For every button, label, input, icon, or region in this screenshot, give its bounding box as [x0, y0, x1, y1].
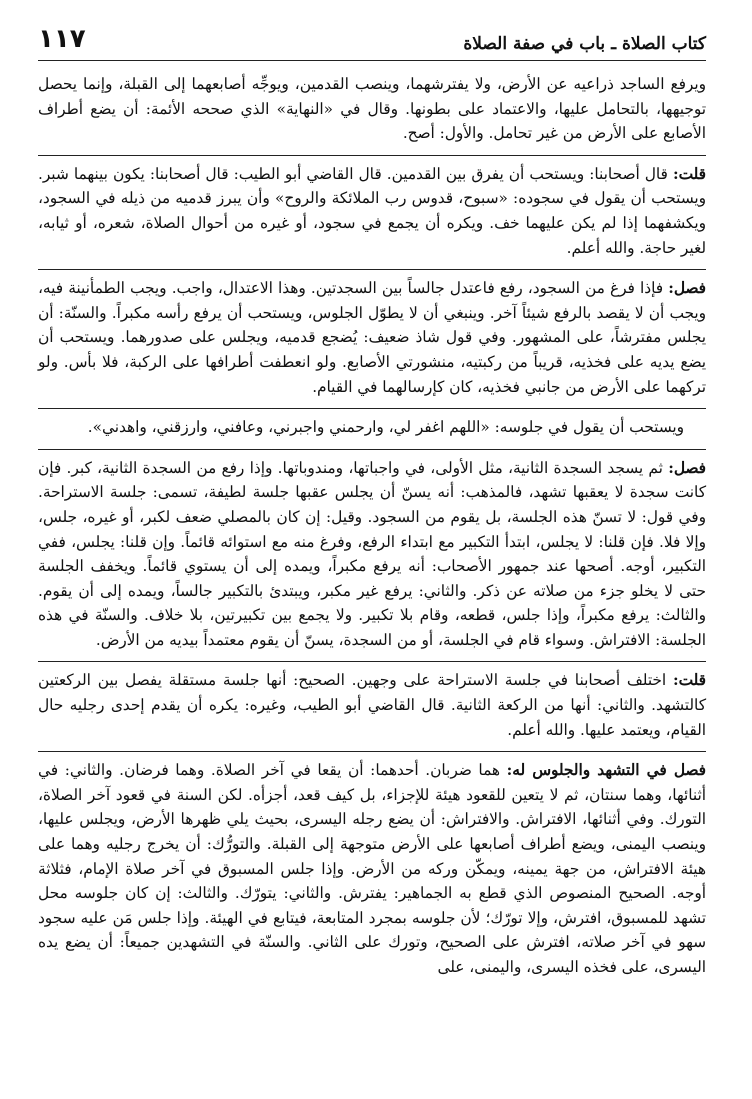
header-rule: [38, 60, 706, 61]
paragraph: [38, 456, 706, 653]
paragraph-text: ويستحب أن يقول في جلوسه: «اللهم اغفر لي، وارحمني واجبرني، وعافني، وارزقني، واهدني».: [87, 418, 684, 437]
paragraph-text: هما ضربان. أحدهما: أن يقعا في آخر الصلاة. وهما فرضان. والثاني: في أثنائها، وهما سنتان، ثم لا يتعين للقعود هيئة للإجزاء، بل كيف قعد، أجزأه. لكن السنة في قعود آخر الصلاة، التورك. وفي أثنائها، الافتراش. والافتراش: أن يضع رجله اليسرى، بحيث يلي ظهرها الأرض، ويجلس عليها، وينصب اليمنى، ويضع أطراف أصابعها على الأرض متوجهة إلى القبلة. والتورُّك: أن يخرج رجليه وهما على هيئة الافتراش، من جهة يمينه، ويمكّن وركه من الأرض. وإذا جلس المسبوق في آخر صلاة الإمام، فثلاثة أوجه. الصحيح المنصوص الذي قطع به الجماهير: يفترش. والثاني: يتورّك. والثالث: إن كان جلوسه محل تشهد للمسبوق، افترش، وإلا تورّك؛ لأن جلوسه بمجرد المتابعة، فيتابع في الهيئة. وإذا جلس مَن عليه سجود سهو في آخر صلاته، افترش على الصحيح، وتورك على الثاني. والسنّة في التشهدين جميعاً: أن يضع يده اليسرى، على فخذه اليسرى، واليمنى، على: [38, 761, 706, 976]
paragraph-lead: فصل:: [668, 458, 706, 477]
section-rule: [38, 269, 706, 270]
paragraph-lead: قلت:: [672, 164, 706, 183]
paragraph-text: ويرفع الساجد ذراعيه عن الأرض، ولا يفترشهما، وينصب القدمين، ويوجِّه أصابعهما إلى القبلة، وإنما يحصل توجيهها، بالتحامل عليها، والاعتماد على بطونها. وقال في «النهاية» الذي صححه الأئمة: أن يضع أطراف الأصابع على الأرض من غير تحامل. والأول: أصح.: [38, 75, 706, 143]
paragraph: [38, 758, 706, 979]
paragraph: [38, 276, 706, 399]
running-head: [38, 24, 706, 54]
paragraph-text: قال أصحابنا: ويستحب أن يفرق بين القدمين. قال القاضي أبو الطيب: قال أصحابنا: يكون بينهما شبر. ويستحب أن يقول في سجوده: «سبوح، قدوس رب الملائكة والروح» وأن يبرز قدميه من ذيله في السجود، ويكشفهما إذا لم يكن عليهما خف. ويكره أن يجمع في سجود، أو غيره من أحوال الصلاة، شعره، أو ثيابه، لغير حاجة. والله أعلم.: [38, 164, 706, 257]
paragraph: [38, 72, 706, 146]
section-rule: [38, 449, 706, 450]
page-number: ١١٧: [38, 24, 86, 54]
section-rule: [38, 661, 706, 662]
section-rule: [38, 408, 706, 409]
section-rule: [38, 155, 706, 156]
paragraph-lead: فصل في التشهد والجلوس له:: [506, 761, 706, 780]
running-title: كتاب الصلاة ـ باب في صفة الصلاة: [463, 34, 706, 54]
page-body: [38, 72, 706, 989]
section-rule: [38, 751, 706, 752]
paragraph-lead: فصل:: [668, 279, 706, 298]
paragraph: [38, 668, 706, 742]
paragraph-lead: قلت:: [672, 671, 706, 690]
paragraph-text: فإذا فرغ من السجود، رفع فاعتدل جالساً بين السجدتين. وهذا الاعتدال، واجب. ويجب الطمأنينة فيه، ويجب أن لا يقصد بالرفع شيئاً آخر. وينبغي أن لا يطوّل الجلوس، ويستحب أن يرفع رأسه مكبراً. والسنّة: أن يجلس مفترشاً، على المشهور. وفي قول شاذ ضعيف: يُضجع قدميه، ويجلس على صدورهما. ويستحب أن يضع يديه على فخذيه، قريباً من ركبتيه، منشورتي الأصابع. ولو انعطفت أطرافها على الركبة، فلا بأس. ولو تركهما على الأرض من جانبي فخذيه، كان كإرسالهما في القيام.: [38, 279, 706, 396]
paragraph: [38, 162, 706, 260]
paragraph-text: ثم يسجد السجدة الثانية، مثل الأولى، في واجباتها، ومندوباتها. وإذا رفع من السجدة الثانية، كبر. فإن كانت سجدة لا يعقبها تشهد، فالمذهب: أنه يسنّ أن يجلس عقبها جلسة لطيفة، تسمى: جلسة الاستراحة. وفي قول: لا تسنّ هذه الجلسة، بل يقوم من السجود. وقيل: إن كان بالمصلي ضعف لكبر، أو غيره، جلس، وإلا فلا. فإن قلنا: لا يجلس، ابتدأ التكبير مع ابتداء الرفع، وفرغ منه مع استوائه قائماً. وإن قلنا: يجلس، ففي التكبير، أوجه. أصحها عند جمهور الأصحاب: أنه يرفع مكبراً، ويمده إلى أن يستوي قائماً. ويخفف الجلسة حتى لا يخلو جزء من صلاته عن ذكر. والثاني: يرفع غير مكبر، ويبتدئ بالتكبير جالساً، ويمده إلى أن يقوم. والثالث: يرفع مكبراً، وإذا جلس، قطعه، وقام بلا تكبير. ولا يجمع بين تكبيرتين، بلا خلاف. والسنّة في هذه الجلسة: الافتراش. وسواء قام في الجلسة، أو من السجدة، يسنّ أن يقوم معتمداً بيديه من الأرض.: [38, 458, 706, 649]
paragraph: [38, 415, 706, 440]
paragraph-text: اختلف أصحابنا في جلسة الاستراحة على وجهين. الصحيح: أنها جلسة مستقلة يفصل بين الركعتين كالتشهد. والثاني: أنها من الركعة الثانية. قال القاضي أبو الطيب، وغيره: يكره أن يقدم إحدى رجليه حال القيام، ويعتمد عليها. والله أعلم.: [38, 671, 706, 739]
